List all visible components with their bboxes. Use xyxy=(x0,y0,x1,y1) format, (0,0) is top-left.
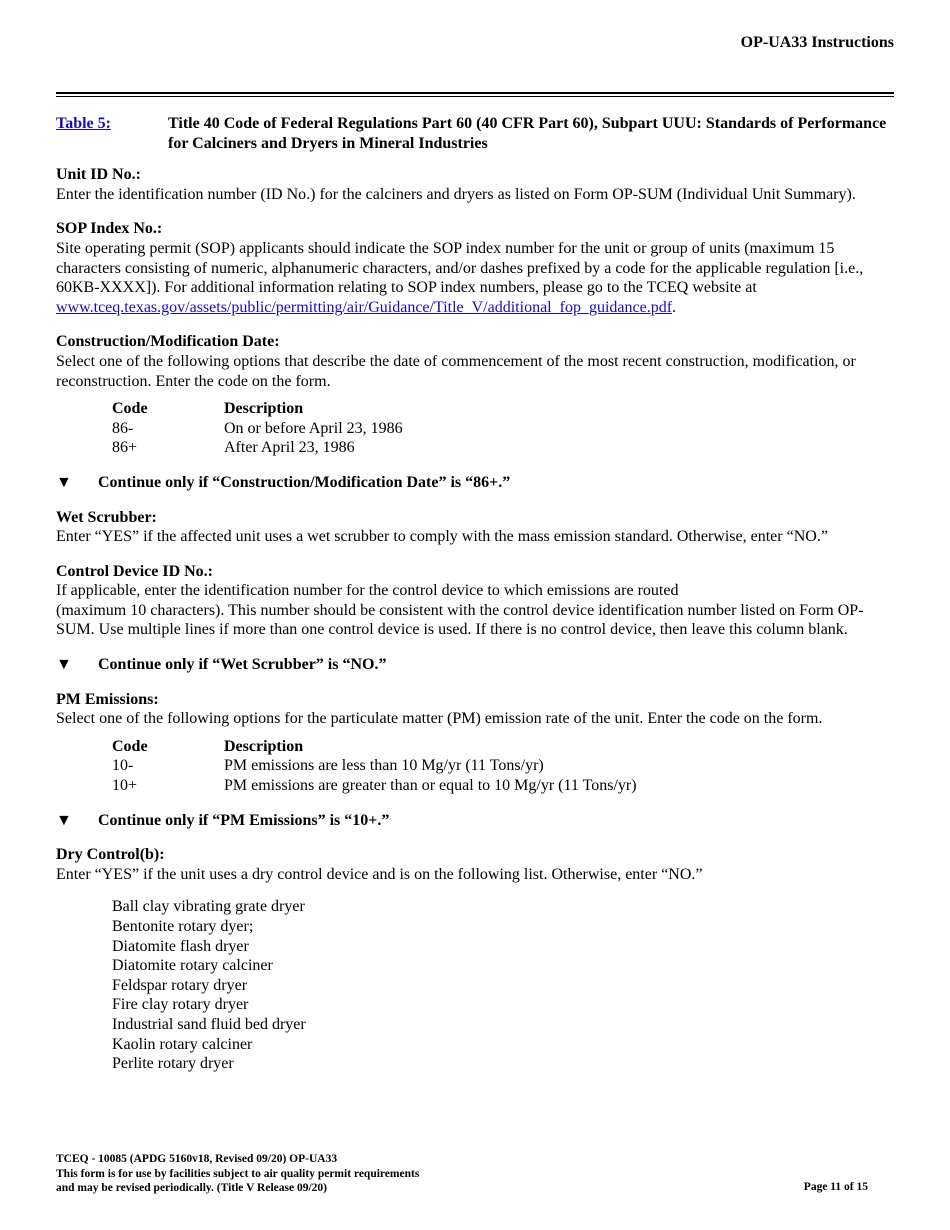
code-column-header: Code xyxy=(112,737,148,755)
table-5-link[interactable]: Table 5: xyxy=(56,115,111,132)
code-value: 10- xyxy=(112,757,134,775)
dry-control-section xyxy=(56,845,896,1074)
down-triangle-icon: ▼ xyxy=(56,473,72,491)
dry-control-title: Dry Control(b): xyxy=(56,846,165,864)
list-item: Kaolin rotary calciner xyxy=(112,1035,253,1053)
continue-text: Continue only if “PM Emissions” is “10+.” xyxy=(98,811,390,829)
sop-index-section xyxy=(56,219,896,317)
footer-line: TCEQ - 10085 (APDG 5160v18, Revised 09/20) OP-UA33 xyxy=(56,1153,338,1165)
list-item: Ball clay vibrating grate dryer xyxy=(112,898,305,916)
code-description: PM emissions are less than 10 Mg/yr (11 Tons/yr) xyxy=(224,757,544,775)
control-device-line1: If applicable, enter the identification number for the control device to which emissions are routed xyxy=(56,582,679,600)
description-column-header: Description xyxy=(224,400,304,418)
unit-id-section xyxy=(56,165,896,204)
list-item: Feldspar rotary dryer xyxy=(112,976,248,994)
header-divider-thin xyxy=(56,96,894,97)
code-row xyxy=(112,438,896,458)
dry-control-text: Enter “YES” if the unit uses a dry control device and is on the following list. Otherwise, enter “NO.” xyxy=(56,865,703,883)
code-table-header xyxy=(112,399,896,419)
construction-title: Construction/Modification Date: xyxy=(56,333,280,351)
list-item: Perlite rotary dryer xyxy=(112,1055,234,1073)
wet-scrubber-title: Wet Scrubber: xyxy=(56,508,157,526)
list-item: Diatomite flash dryer xyxy=(112,937,249,955)
list-item: Diatomite rotary calciner xyxy=(112,957,273,975)
wet-scrubber-section xyxy=(56,508,896,547)
table-heading xyxy=(56,114,896,153)
code-description: On or before April 23, 1986 xyxy=(224,419,403,437)
list-item: Industrial sand fluid bed dryer xyxy=(112,1015,306,1033)
code-value: 10+ xyxy=(112,777,138,795)
sop-index-end: . xyxy=(672,298,677,316)
wet-scrubber-text: Enter “YES” if the affected unit uses a wet scrubber to comply with the mass emission standard. Otherwise, enter “NO.” xyxy=(56,528,828,546)
construction-text: Select one of the following options that describe the date of commencement of the most recent construction, modification, or reconstruction. Enter the code on the form. xyxy=(56,352,856,390)
pm-emissions-text: Select one of the following options for the particulate matter (PM) emission rate of the unit. Enter the code on the form. xyxy=(56,710,823,728)
unit-id-title: Unit ID No.: xyxy=(56,166,141,184)
construction-code-table xyxy=(112,399,896,458)
code-column-header: Code xyxy=(112,400,148,418)
down-triangle-icon: ▼ xyxy=(56,656,72,674)
control-device-line2: (maximum 10 characters). This number should be consistent with the control device identification number listed on Form OP-SUM. Use multiple lines if more than one control device is used. If there is no control device, then leave this column blank. xyxy=(56,601,864,639)
page-header-title: OP-UA33 Instructions xyxy=(740,34,894,51)
code-row xyxy=(112,419,896,439)
continue-text: Continue only if “Wet Scrubber” is “NO.” xyxy=(98,656,387,674)
dryer-list xyxy=(112,897,896,1073)
pm-emissions-section xyxy=(56,690,896,796)
continue-instruction-construction xyxy=(56,473,896,493)
code-value: 86- xyxy=(112,419,134,437)
construction-section xyxy=(56,332,896,458)
table-title: Title 40 Code of Federal Regulations Part 60 (40 CFR Part 60), Subpart UUU: Standards of Performance for Calciners and Dryers in Mineral Industries xyxy=(168,115,887,152)
list-item: Bentonite rotary dyer; xyxy=(112,918,254,935)
tceq-guidance-link[interactable]: www.tceq.texas.gov/assets/public/permitting/air/Guidance/Title_V/additional_fop_guidance.pdf xyxy=(56,298,673,316)
code-row xyxy=(112,776,896,796)
sop-index-paragraph xyxy=(56,239,896,317)
sop-index-text: Site operating permit (SOP) applicants should indicate the SOP index number for the unit or group of units (maximum 15 characters consisting of numeric, alphanumeric characters, and/or dashes prefixed by a code for the applicable regulation [i.e., 60KB-XXXX]). For additional information relating to SOP index numbers, please go to the TCEQ website at xyxy=(56,239,864,297)
code-description: PM emissions are greater than or equal to 10 Mg/yr (11 Tons/yr) xyxy=(224,777,637,795)
footer-form-info xyxy=(56,1152,419,1196)
footer-line: This form is for use by facilities subject to air quality permit requirements xyxy=(56,1167,420,1180)
down-triangle-icon: ▼ xyxy=(56,811,72,829)
pm-emissions-code-table xyxy=(112,737,896,796)
continue-instruction-pm xyxy=(56,811,896,831)
code-row xyxy=(112,756,896,776)
header-divider xyxy=(56,92,894,94)
continue-text: Continue only if “Construction/Modification Date” is “86+.” xyxy=(98,473,511,491)
document-body xyxy=(56,114,896,1074)
page-number: Page 11 of 15 xyxy=(803,1181,868,1193)
list-item: Fire clay rotary dryer xyxy=(112,996,249,1014)
footer-line: and may be revised periodically. (Title V Release 09/20) xyxy=(56,1182,327,1194)
control-device-title: Control Device ID No.: xyxy=(56,562,214,580)
unit-id-text: Enter the identification number (ID No.) for the calciners and dryers as listed on Form OP-SUM (Individual Unit Summary). xyxy=(56,185,856,203)
continue-instruction-wet-scrubber xyxy=(56,655,896,675)
code-value: 86+ xyxy=(112,439,138,457)
control-device-section xyxy=(56,562,896,640)
description-column-header: Description xyxy=(224,737,304,755)
sop-index-title: SOP Index No.: xyxy=(56,220,163,238)
code-table-header xyxy=(112,737,896,757)
code-description: After April 23, 1986 xyxy=(224,439,355,457)
pm-emissions-title: PM Emissions: xyxy=(56,690,159,708)
